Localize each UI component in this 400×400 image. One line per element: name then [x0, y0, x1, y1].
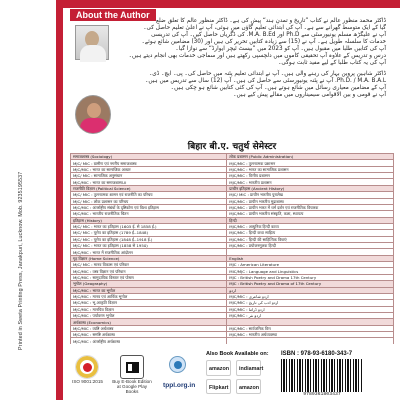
store-name: Flipkart: [209, 385, 229, 391]
syllabus-right-cell: MJC/MIC : اردو ڈراما: [227, 306, 394, 312]
syllabus-right-cell: MJC/MIC : प्राचीन भारतीय मुद्राशास्त्र: [227, 198, 394, 204]
syllabus-table: [70, 153, 394, 345]
store-name: indiamart: [239, 366, 264, 372]
syllabus-right-cell: MJC/MIC : हिन्दी कथा साहित्य: [227, 230, 394, 236]
syllabus-right-cell: MJC/MIC : तुलनात्मक प्रशासन: [227, 160, 394, 166]
google-play-books-logo: [120, 355, 144, 379]
syllabus-right-cell: MJC : British Poetry and Drama of 17th Century: [227, 281, 394, 287]
syllabus-left-cell: MJC/ MIC : ग्रामीण एवं नगरीय समाजशास्त्र: [71, 160, 227, 166]
spine: [0, 0, 56, 400]
syllabus-left-cell: इतिहास (History): [71, 217, 227, 223]
syllabus-title: बिहार बी.ए. चतुर्थ सेमेस्टर: [187, 142, 277, 152]
ebook-text: Buy E-Book Edition at Google Play Books: [112, 379, 152, 394]
syllabus-right-cell: English: [227, 255, 394, 261]
barcode-number: 9789361803437: [281, 392, 363, 397]
bio-line: Ph.D. / M.A. B.A.L. آپ نے پٹنہ یونیورسٹی سے حاصل کی ہیں۔ آپ (12) سال سے تدریس میں ہیں۔: [145, 78, 386, 85]
author-face: [87, 103, 101, 118]
syllabus-right-cell: MIC/MJC : Language and Linguistics: [227, 268, 394, 274]
syllabus-left-cell: MJC/MIC : वस्त्र विज्ञान एवं परिधान: [71, 268, 227, 274]
indiamart-store-badge[interactable]: [236, 360, 264, 376]
syllabus-left-cell: MJC/MIC : सामुदायिक विस्तार एवं पोषण: [71, 274, 227, 280]
first-author-photo: [75, 25, 109, 60]
syllabus-right-cell: MJC/MIC : प्रयोजनमूलक हिन्दी: [227, 243, 394, 249]
syllabus-left-cell: MJC/MIC : समष्टि अर्थशास्त्र: [71, 332, 227, 338]
syllabus-left-cell: MJC/MIC : भारत में राजनीतिक आंदोलन: [71, 249, 227, 255]
syllabus-right-cell: लोक प्रशासन (Public Administration): [227, 154, 394, 160]
syllabus-left-cell: MJC/ MIC : यूरोप का इतिहास (1789 ई.-1848): [71, 230, 227, 236]
syllabus-right-cell: MJC/MIC : हिन्दी की साहित्यिक विधाएं: [227, 236, 394, 242]
syllabus-left-cell: MJC/MIC : मानचित्र विज्ञान: [71, 306, 227, 312]
syllabus-right-cell: हिन्दी: [227, 217, 394, 223]
store-name: amazon: [239, 385, 260, 391]
syllabus-right-cell: MJC : British Poetry and Drama 17th Century: [227, 274, 394, 280]
syllabus-left-cell: MJC/MIC : भारत का सामाजिक आधार: [71, 166, 227, 172]
syllabus-left-cell: भूगोल (Geography): [71, 281, 227, 287]
syllabus-right-cell: اردو: [227, 287, 394, 293]
syllabus-right-cell: MJC/MIC : प्राचीन भारतीय संस्कृति, कला, स्थापत्य: [227, 211, 394, 217]
author-shirt: [80, 45, 106, 62]
top-red-band: [63, 0, 400, 8]
syllabus-left-cell: MJC/ MIC : यूरोप का इतिहास (1848 ई.-1918 ई.): [71, 236, 227, 242]
syllabus-left-cell: MJC/MIC : भू-आकृति विज्ञान: [71, 300, 227, 306]
bio-line: ڈاکٹر شاہین پروین بہار کی رہنے والی ہیں۔ آپ نے ابتدائی تعلیم پٹنہ میں حاصل کی۔ پی۔ ایچ۔ ڈی۔: [148, 71, 386, 77]
bio-line: ڈاکٹر محمد منظور عالم نے کتاب ”تاریخ و تمدنِ ہند“ پیش کی ہے۔ ڈاکٹر منظور عالم کا تعلق ضلع: [156, 18, 386, 24]
bio-line: آپ کے مضامین معیاری رسائل میں شائع ہوتے ہیں۔ آپ کی کئی کتابیں شائع ہو چکی ہیں۔: [170, 85, 386, 92]
bio-line: آپ کی کتابیں طلبا میں مقبول ہیں۔ آپ کو 2023 میں ”بیسٹ ٹیچر ایوارڈ“ سے نوازا گیا۔: [175, 46, 386, 53]
publisher-website[interactable]: tppl.org.in: [163, 382, 196, 389]
flipkart-store-badge[interactable]: [206, 379, 231, 394]
syllabus-left-cell: MJC/MIC : मानव एवं आर्थिक भूगोल: [71, 293, 227, 299]
syllabus-right-cell: MJC/MIC : भारत का सामाजिक प्रशासन: [227, 166, 394, 172]
syllabus-left-cell: MJC/ MIC : भारत का इतिहास (1605 ई. से 1858 ई.): [71, 223, 227, 229]
syllabus-right-cell: MJC/MIC : वित्तीय प्रशासन: [227, 173, 394, 179]
syllabus-right-cell: MJC/MIC : भारतीय अर्थव्यवस्था: [227, 332, 394, 338]
second-author-photo: [75, 95, 111, 134]
syllabus-left-cell: MJC/ MIC : तुलनात्मक शासन एवं राजनीति का परिचय: [71, 192, 227, 198]
syllabus-right-cell: MJC/MIC : सार्वजनिक वित्त: [227, 325, 394, 331]
iso-certification-logo: [75, 355, 99, 379]
amazon-store-badge[interactable]: [206, 360, 231, 376]
syllabus-left-cell: MJC/ MIC : लोक प्रशासन का परिचय: [71, 198, 227, 204]
syllabus-right-cell: MJC/MIC : اردو ادب کی تاریخ: [227, 300, 394, 306]
syllabus-left-cell: राजनीति विज्ञान (Political Science): [71, 185, 227, 191]
syllabus-left-cell: MJC/ MIC : सामाजिक अनुसंधान: [71, 173, 227, 179]
cover-red-strip: [56, 0, 63, 400]
syllabus-left-cell: MJC/MIC : भारतीय राजनीतिक चिंतन: [71, 211, 227, 217]
syllabus-left-cell: MJC/MIC : भारत का समाजशास्त्र-II: [71, 179, 227, 185]
store-name: amazon: [209, 366, 230, 372]
syllabus-left-cell: MJC/ MIC : भारत का इतिहास (1858 से 1950): [71, 243, 227, 249]
second-author-bio: [145, 71, 386, 99]
publisher-globe-icon: [169, 356, 186, 373]
syllabus-left-cell: MJC/MIC : व्यष्टि अर्थशास्त्र: [71, 325, 227, 331]
syllabus-right-cell: MJC/ MIC : प्राचीन भारतीय पुरालेख: [227, 192, 394, 198]
bio-line: آپ نے علیگڑھ مسلم یونیورسٹی سے Ph.D اور M.A. B.Ed. کی ڈگریاں حاصل کیں۔ آپ کی تدریسی: [151, 32, 386, 39]
bio-line: آپ کی یہ کتاب طلبا کے لیے مفید ثابت ہوگی۔: [278, 60, 386, 67]
isbn-label: ISBN : 978-93-6180-343-7: [281, 351, 353, 357]
first-author-bio: [129, 18, 386, 67]
syllabus-left-cell: समाजशास्त्र (Sociology): [71, 154, 227, 160]
syllabus-left-cell: अर्थशास्त्र (Economics): [71, 319, 227, 325]
amazon-store-badge-second[interactable]: [236, 379, 261, 394]
syllabus-right-cell: प्राचीन इतिहास (Ancient History): [227, 185, 394, 191]
syllabus-right-cell: MJC : American Literature: [227, 262, 394, 268]
syllabus-right-cell: MJC/MIC : اردو نثر: [227, 312, 394, 318]
spine-printer-text: Printed in Sweta Printing Press, Janakpuri, Lucknow. Mob. 9235195537: [18, 171, 24, 350]
bio-line: گیا کے ایک متوسط گھرانے سے ہے۔ آپ کی ابتدائی تعلیم گاؤں میں ہوئی، آپ نے اعلیٰ تعلیم حاصل کی۔: [143, 25, 386, 32]
syllabus-left-cell: MJC/ MIC : मानव विकास एवं परिवार: [71, 262, 227, 268]
syllabus-left-cell: MJC/MIC : अंतर्राष्ट्रीय संबंधों के दृष्टिकोण एवं विश्व इतिहास: [71, 204, 227, 210]
available-on-label: Also Book Available on:: [206, 351, 269, 357]
bio-line: درس و تدریس کے علاوہ آپ تحقیقی کاموں میں دلچسپی رکھتے ہیں اور سماجی خدمات بھی انجام دیتے ہیں۔: [128, 53, 386, 60]
syllabus-right-cell: MJC/MIC : भारतीय प्रशासन: [227, 179, 394, 185]
bio-line: آپ نے قومی و بین الاقوامی سیمیناروں میں مقالے پیش کیے ہیں۔: [233, 92, 386, 99]
syllabus-right-cell: MJC/MIC : اردو شاعری: [227, 293, 394, 299]
syllabus-left-cell: MJC/MIC : पर्यावरण भूगोल: [71, 312, 227, 318]
syllabus-left-cell: MJC/MIC : अंतर्राष्ट्रीय अर्थशास्त्र: [71, 338, 227, 345]
bio-line: خدمات کا سلسلہ طویل ہے۔ آپ نے (15) سے زیادہ کتابیں تحریر کی ہیں اور (30) مضامین شائع ہوئے۔: [141, 39, 386, 46]
syllabus-left-cell: गृह विज्ञान (Home Science): [71, 255, 227, 261]
author-dupatta: [80, 118, 108, 134]
barcode: [281, 359, 363, 393]
syllabus-left-cell: MJC/MIC : भारत का भूगोल: [71, 287, 227, 293]
syllabus-right-cell: MJC/MIC : आधुनिक हिन्दी काव्य: [227, 223, 394, 229]
about-the-author-heading: About the Author: [70, 9, 156, 21]
certification-text: ISO 9001:2015: [72, 379, 103, 384]
syllabus-table-body: [71, 154, 394, 345]
syllabus-right-cell: MJC/MIC : प्राचीन भारत में धर्म दर्शन एवं राजनीतिक विचारक: [227, 204, 394, 210]
